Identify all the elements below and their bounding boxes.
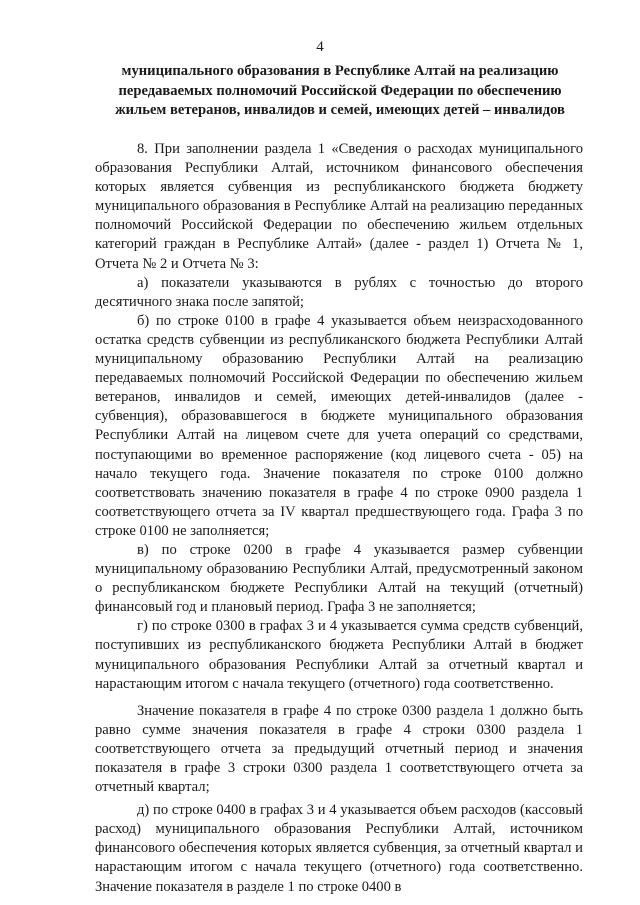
paragraph-subitem-b: б) по строке 0100 в графе 4 указывается объем неизрасходованного остатка средств субвенции из республиканского бюджета Республики Алтай муниципальному образованию Республики Алтай на реализацию передаваемых полномочий Российской Федерации по обеспечению жильем ветеранов, инвалидов и семей, имеющих детей-инвалидов (далее - субвенция), образовавшегося в бюджете муниципального образования Республики Алтай на лицевом счете для учета операций со средствами, поступающими во временное распоряжение (код лицевого счета - 05) на начало текущего года. Значение показателя по строке 0100 должно соответствовать значению показателя в графе 4 по строке 0900 раздела 1 соответствующего отчета за IV квартал предшествующего года. Графа 3 по строке 0100 не заполняется; <box>95 312 583 539</box>
paragraph-line-0300-note: Значение показателя в графе 4 по строке 0300 раздела 1 должно быть равно сумме значения показателя в графе 4 строки 0300 раздела 1 соответствующего отчета за предыдущий отчетный период и значения показателя в графе 3 строки 0300 раздела 1 соответствующего отчета за отчетный квартал; <box>95 702 583 796</box>
paragraph-subitem-d: д) по строке 0400 в графах 3 и 4 указывается объем расходов (кассовый расход) муниципального образования Республики Алтай, источником финансового обеспечения которых является субвенция, за отчетный квартал и нарастающим итогом с начала текущего (отчетного) года соответственно. Значение показателя в разделе 1 по строке 0400 в <box>95 802 583 895</box>
paragraph-subitem-g: г) по строке 0300 в графах 3 и 4 указывается сумма средств субвенций, поступивших из республиканского бюджета Республики Алтай в бюджет муниципального образования Республики Алтай за отчетный квартал и нарастающим итогом с начала текущего (отчетного) года соответственно. <box>95 618 583 692</box>
paragraph-subitem-v: в) по строке 0200 в графе 4 указывается размер субвенции муниципальному образованию Республики Алтай, предусмотренный законом о республиканском бюджете Республики Алтай на текущий (отчетный) финансовый год и плановый период. Графа 3 не заполняется; <box>95 541 583 616</box>
document-heading: муниципального образования в Республике Алтай на реализацию передаваемых полномочий Российской Федерации по обеспечению жильем ветеранов, инвалидов и семей, имеющих детей – инвалидов <box>115 63 565 118</box>
paragraph-item-8: 8. При заполнении раздела 1 «Сведения о расходах муниципального образования Республики Алтай, источником финансового обеспечения которых является субвенция из республиканского бюджета бюджету муниципального образования в Республике Алтай на реализацию переданных полномочий Российской Федерации по обеспечению жильем отдельных категорий граждан в Республике Алтай» (далее - раздел 1) Отчета № 1, Отчета № 2 и Отчета № 3: <box>95 141 583 272</box>
paragraph-subitem-a: а) показатели указываются в рублях с точностью до второго десятичного знака после запятой; <box>95 274 583 310</box>
document-body <box>95 140 583 897</box>
page-number: 4 <box>316 39 324 55</box>
